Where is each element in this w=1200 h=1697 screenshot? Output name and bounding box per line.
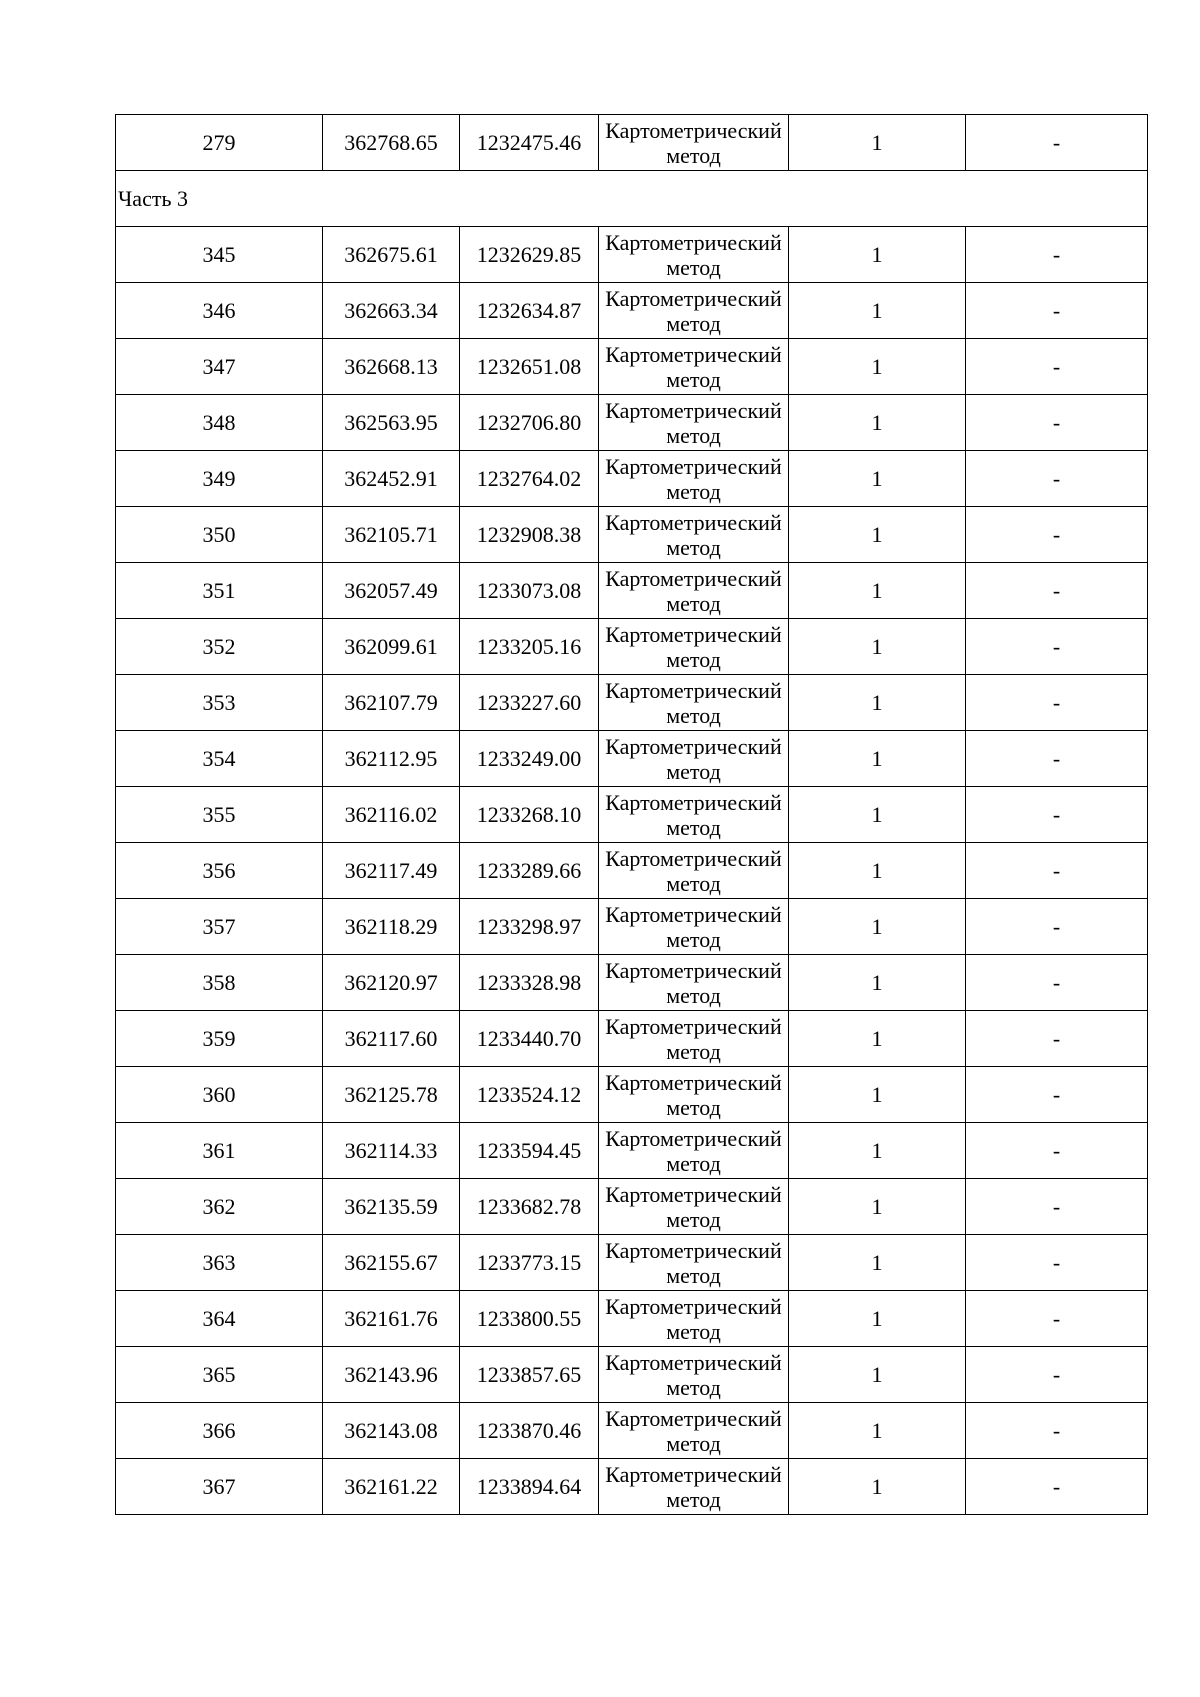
x-coordinate-cell: 362057.49 — [323, 563, 460, 619]
accuracy-cell: 1 — [789, 507, 966, 563]
y-coordinate-cell: 1232634.87 — [460, 283, 599, 339]
method-cell: Картометрический метод — [599, 507, 789, 563]
x-coordinate-cell: 362768.65 — [323, 115, 460, 171]
accuracy-cell: 1 — [789, 675, 966, 731]
table-row — [116, 507, 1148, 563]
table-row — [116, 227, 1148, 283]
accuracy-cell: 1 — [789, 1067, 966, 1123]
method-cell: Картометрический метод — [599, 283, 789, 339]
accuracy-cell: 1 — [789, 1179, 966, 1235]
accuracy-cell: 1 — [789, 451, 966, 507]
description-cell: - — [966, 955, 1148, 1011]
accuracy-cell: 1 — [789, 115, 966, 171]
accuracy-cell: 1 — [789, 619, 966, 675]
y-coordinate-cell: 1233524.12 — [460, 1067, 599, 1123]
table-row — [116, 339, 1148, 395]
method-cell: Картометрический метод — [599, 675, 789, 731]
table-row — [116, 1123, 1148, 1179]
description-cell: - — [966, 843, 1148, 899]
table-row — [116, 1291, 1148, 1347]
y-coordinate-cell: 1233298.97 — [460, 899, 599, 955]
x-coordinate-cell: 362563.95 — [323, 395, 460, 451]
point-number-cell: 279 — [116, 115, 323, 171]
point-number-cell: 365 — [116, 1347, 323, 1403]
y-coordinate-cell: 1232651.08 — [460, 339, 599, 395]
description-cell: - — [966, 1235, 1148, 1291]
table-row — [116, 563, 1148, 619]
point-number-cell: 362 — [116, 1179, 323, 1235]
accuracy-cell: 1 — [789, 731, 966, 787]
method-cell: Картометрический метод — [599, 1291, 789, 1347]
x-coordinate-cell: 362452.91 — [323, 451, 460, 507]
method-cell: Картометрический метод — [599, 1123, 789, 1179]
table-row — [116, 899, 1148, 955]
method-cell: Картометрический метод — [599, 1235, 789, 1291]
description-cell: - — [966, 1347, 1148, 1403]
table-row — [116, 1235, 1148, 1291]
description-cell: - — [966, 395, 1148, 451]
description-cell: - — [966, 451, 1148, 507]
description-cell: - — [966, 675, 1148, 731]
point-number-cell: 356 — [116, 843, 323, 899]
x-coordinate-cell: 362161.22 — [323, 1459, 460, 1515]
y-coordinate-cell: 1232764.02 — [460, 451, 599, 507]
section-header-label: Часть 3 — [118, 185, 188, 211]
method-cell: Картометрический метод — [599, 563, 789, 619]
method-cell: Картометрический метод — [599, 843, 789, 899]
point-number-cell: 346 — [116, 283, 323, 339]
accuracy-cell: 1 — [789, 563, 966, 619]
method-cell: Картометрический метод — [599, 227, 789, 283]
table-row — [116, 731, 1148, 787]
y-coordinate-cell: 1232908.38 — [460, 507, 599, 563]
y-coordinate-cell: 1233800.55 — [460, 1291, 599, 1347]
point-number-cell: 366 — [116, 1403, 323, 1459]
description-cell: - — [966, 731, 1148, 787]
description-cell: - — [966, 1011, 1148, 1067]
point-number-cell: 349 — [116, 451, 323, 507]
accuracy-cell: 1 — [789, 899, 966, 955]
y-coordinate-cell: 1233227.60 — [460, 675, 599, 731]
description-cell: - — [966, 115, 1148, 171]
accuracy-cell: 1 — [789, 843, 966, 899]
x-coordinate-cell: 362125.78 — [323, 1067, 460, 1123]
table-row — [116, 787, 1148, 843]
table-row — [116, 1403, 1148, 1459]
description-cell: - — [966, 1179, 1148, 1235]
method-cell: Картометрический метод — [599, 451, 789, 507]
description-cell: - — [966, 283, 1148, 339]
table-row — [116, 1347, 1148, 1403]
method-cell: Картометрический метод — [599, 1011, 789, 1067]
point-number-cell: 354 — [116, 731, 323, 787]
point-number-cell: 359 — [116, 1011, 323, 1067]
point-number-cell: 360 — [116, 1067, 323, 1123]
point-number-cell: 357 — [116, 899, 323, 955]
accuracy-cell: 1 — [789, 1459, 966, 1515]
method-cell: Картометрический метод — [599, 339, 789, 395]
method-cell: Картометрический метод — [599, 955, 789, 1011]
table-row — [116, 955, 1148, 1011]
x-coordinate-cell: 362116.02 — [323, 787, 460, 843]
point-number-cell: 345 — [116, 227, 323, 283]
method-cell: Картометрический метод — [599, 899, 789, 955]
method-cell: Картометрический метод — [599, 731, 789, 787]
x-coordinate-cell: 362120.97 — [323, 955, 460, 1011]
description-cell: - — [966, 339, 1148, 395]
y-coordinate-cell: 1232706.80 — [460, 395, 599, 451]
y-coordinate-cell: 1233682.78 — [460, 1179, 599, 1235]
point-number-cell: 353 — [116, 675, 323, 731]
description-cell: - — [966, 1067, 1148, 1123]
method-cell: Картометрический метод — [599, 787, 789, 843]
accuracy-cell: 1 — [789, 1403, 966, 1459]
y-coordinate-cell: 1233894.64 — [460, 1459, 599, 1515]
section-header-cell — [116, 171, 1148, 227]
description-cell: - — [966, 1403, 1148, 1459]
x-coordinate-cell: 362117.49 — [323, 843, 460, 899]
point-number-cell: 350 — [116, 507, 323, 563]
method-cell: Картометрический метод — [599, 1179, 789, 1235]
x-coordinate-cell: 362143.96 — [323, 1347, 460, 1403]
accuracy-cell: 1 — [789, 1235, 966, 1291]
accuracy-cell: 1 — [789, 339, 966, 395]
x-coordinate-cell: 362105.71 — [323, 507, 460, 563]
y-coordinate-cell: 1233440.70 — [460, 1011, 599, 1067]
accuracy-cell: 1 — [789, 1347, 966, 1403]
x-coordinate-cell: 362117.60 — [323, 1011, 460, 1067]
accuracy-cell: 1 — [789, 227, 966, 283]
table-row — [116, 1067, 1148, 1123]
x-coordinate-cell: 362099.61 — [323, 619, 460, 675]
point-number-cell: 358 — [116, 955, 323, 1011]
accuracy-cell: 1 — [789, 1123, 966, 1179]
table-body — [116, 115, 1148, 1515]
table-row — [116, 619, 1148, 675]
table-row — [116, 395, 1148, 451]
method-cell: Картометрический метод — [599, 619, 789, 675]
method-cell: Картометрический метод — [599, 1347, 789, 1403]
y-coordinate-cell: 1233773.15 — [460, 1235, 599, 1291]
y-coordinate-cell: 1233289.66 — [460, 843, 599, 899]
point-number-cell: 367 — [116, 1459, 323, 1515]
description-cell: - — [966, 1123, 1148, 1179]
point-number-cell: 347 — [116, 339, 323, 395]
description-cell: - — [966, 227, 1148, 283]
x-coordinate-cell: 362118.29 — [323, 899, 460, 955]
section-header-row — [116, 171, 1148, 227]
table-row — [116, 1179, 1148, 1235]
method-cell: Картометрический метод — [599, 1403, 789, 1459]
accuracy-cell: 1 — [789, 1291, 966, 1347]
y-coordinate-cell: 1232475.46 — [460, 115, 599, 171]
table-row — [116, 1011, 1148, 1067]
x-coordinate-cell: 362112.95 — [323, 731, 460, 787]
x-coordinate-cell: 362663.34 — [323, 283, 460, 339]
point-number-cell: 361 — [116, 1123, 323, 1179]
description-cell: - — [966, 619, 1148, 675]
y-coordinate-cell: 1233870.46 — [460, 1403, 599, 1459]
description-cell: - — [966, 787, 1148, 843]
method-cell: Картометрический метод — [599, 115, 789, 171]
x-coordinate-cell: 362135.59 — [323, 1179, 460, 1235]
coordinates-table — [115, 114, 1148, 1515]
table-row — [116, 675, 1148, 731]
x-coordinate-cell: 362155.67 — [323, 1235, 460, 1291]
table-row — [116, 843, 1148, 899]
method-cell: Картометрический метод — [599, 1067, 789, 1123]
y-coordinate-cell: 1233328.98 — [460, 955, 599, 1011]
x-coordinate-cell: 362668.13 — [323, 339, 460, 395]
point-number-cell: 352 — [116, 619, 323, 675]
accuracy-cell: 1 — [789, 395, 966, 451]
accuracy-cell: 1 — [789, 283, 966, 339]
accuracy-cell: 1 — [789, 955, 966, 1011]
table-row — [116, 115, 1148, 171]
accuracy-cell: 1 — [789, 787, 966, 843]
table-row — [116, 1459, 1148, 1515]
point-number-cell: 351 — [116, 563, 323, 619]
point-number-cell: 363 — [116, 1235, 323, 1291]
description-cell: - — [966, 899, 1148, 955]
point-number-cell: 348 — [116, 395, 323, 451]
x-coordinate-cell: 362675.61 — [323, 227, 460, 283]
x-coordinate-cell: 362161.76 — [323, 1291, 460, 1347]
y-coordinate-cell: 1232629.85 — [460, 227, 599, 283]
method-cell: Картометрический метод — [599, 395, 789, 451]
y-coordinate-cell: 1233205.16 — [460, 619, 599, 675]
y-coordinate-cell: 1233594.45 — [460, 1123, 599, 1179]
y-coordinate-cell: 1233857.65 — [460, 1347, 599, 1403]
accuracy-cell: 1 — [789, 1011, 966, 1067]
y-coordinate-cell: 1233268.10 — [460, 787, 599, 843]
description-cell: - — [966, 1291, 1148, 1347]
table-row — [116, 283, 1148, 339]
x-coordinate-cell: 362114.33 — [323, 1123, 460, 1179]
method-cell: Картометрический метод — [599, 1459, 789, 1515]
description-cell: - — [966, 1459, 1148, 1515]
point-number-cell: 355 — [116, 787, 323, 843]
x-coordinate-cell: 362143.08 — [323, 1403, 460, 1459]
x-coordinate-cell: 362107.79 — [323, 675, 460, 731]
y-coordinate-cell: 1233249.00 — [460, 731, 599, 787]
table-row — [116, 451, 1148, 507]
y-coordinate-cell: 1233073.08 — [460, 563, 599, 619]
description-cell: - — [966, 563, 1148, 619]
description-cell: - — [966, 507, 1148, 563]
point-number-cell: 364 — [116, 1291, 323, 1347]
